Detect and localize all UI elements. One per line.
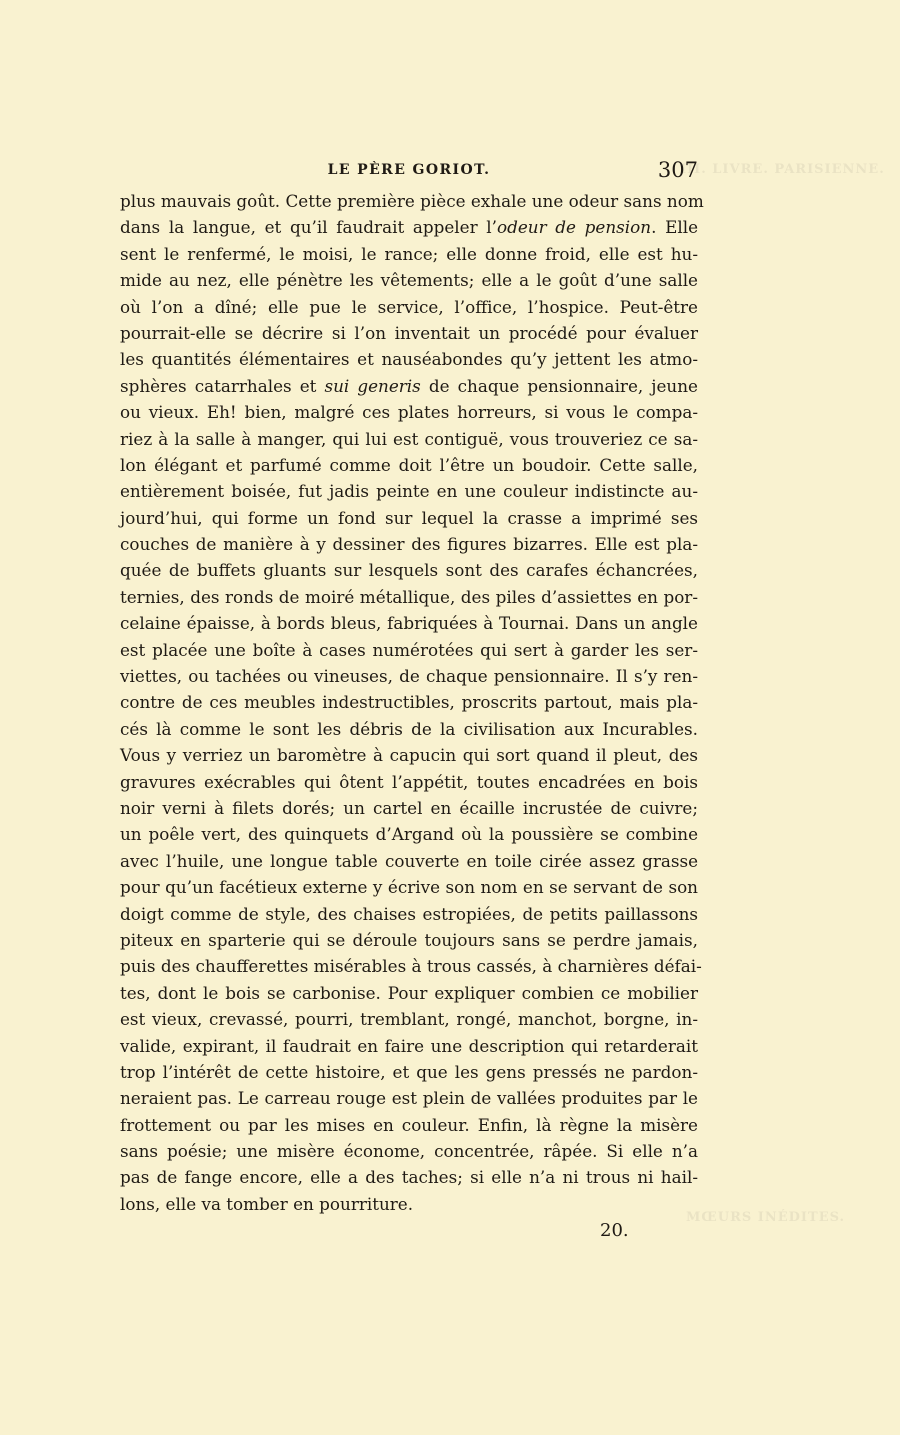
italic-phrase: sui generis: [324, 375, 421, 396]
text-line: est placée une boîte à cases numérotées qui sert à garder les ser-: [120, 639, 698, 660]
text-line: ou vieux. Eh! bien, malgré ces plates horreurs, si vous le compa-: [120, 402, 698, 423]
text-line: riez à la salle à manger, qui lui est contiguë, vous trouveriez ce sa-: [120, 428, 698, 449]
text-line: sphères catarrhales et sui generis de chaque pensionnaire, jeune: [120, 375, 698, 396]
text-line: pour qu’un facétieux externe y écrive son nom en se servant de son: [120, 877, 698, 898]
text-line: couches de manière à y dessiner des figures bizarres. Elle est pla-: [120, 534, 698, 555]
text-line: sent le renfermé, le moisi, le rance; elle donne froid, elle est hu-: [120, 243, 698, 264]
text-line: dans la langue, et qu’il faudrait appeler l’odeur de pension. Elle: [120, 217, 699, 238]
text-line: mide au nez, elle pénètre les vêtements; elle a le goût d’une salle: [120, 270, 698, 291]
text-line: valide, expirant, il faudrait en faire une description qui retarderait: [120, 1035, 698, 1056]
text-line: pourrait-elle se décrire si l’on inventait un procédé pour évaluer: [120, 322, 698, 343]
text-line: entièrement boisée, fut jadis peinte en une couleur indistincte au-: [120, 481, 698, 502]
show-through-text: MŒURS INÉDITES.: [686, 1210, 846, 1225]
text-line: trop l’intérêt de cette histoire, et que les gens pressés ne pardon-: [120, 1061, 698, 1082]
signature-mark: 20.: [600, 1220, 629, 1241]
text-line: sans poésie; une misère économe, concentrée, râpée. Si elle n’a: [120, 1141, 698, 1162]
body-text: [120, 188, 704, 1217]
text-line: cés là comme le sont les débris de la civilisation aux Incurables.: [120, 718, 698, 739]
italic-phrase: odeur de pension: [497, 217, 652, 238]
text-line: celaine épaisse, à bords bleus, fabriquées à Tournai. Dans un angle: [120, 613, 698, 634]
text-line: viettes, ou tachées ou vineuses, de chaque pensionnaire. Il s’y ren-: [120, 666, 698, 687]
text-line: lon élégant et parfumé comme doit l’être un boudoir. Cette salle,: [120, 454, 698, 475]
text-line: un poêle vert, des quinquets d’Argand où la poussière se combine: [120, 824, 698, 845]
text-line: où l’on a dîné; elle pue le service, l’office, l’hospice. Peut-être: [120, 296, 698, 317]
text-line: contre de ces meubles indestructibles, proscrits partout, mais pla-: [120, 692, 698, 713]
text-line: tes, dont le bois se carbonise. Pour expliquer combien ce mobilier: [120, 982, 698, 1003]
text-line: Vous y verriez un baromètre à capucin qui sort quand il pleut, des: [120, 745, 698, 766]
text-line: puis des chaufferettes misérables à trous cassés, à charnières défai-: [120, 956, 702, 977]
text-line: neraient pas. Le carreau rouge est plein de vallées produites par le: [120, 1088, 698, 1109]
text-line: avec l’huile, une longue table couverte en toile cirée assez grasse: [120, 850, 698, 871]
text-line: noir verni à filets dorés; un cartel en écaille incrustée de cuivre;: [120, 797, 698, 818]
text-line: ternies, des ronds de moiré métallique, des piles d’assiettes en por-: [120, 586, 698, 607]
text-line: quée de buffets gluants sur lesquels sont des carafes échancrées,: [120, 560, 698, 581]
running-title: LE PÈRE GORIOT.: [327, 162, 491, 178]
text-line: jourd’hui, qui forme un fond sur lequel la crasse a imprimé ses: [120, 507, 698, 528]
text-line: piteux en sparterie qui se déroule toujours sans se perdre jamais,: [120, 929, 698, 950]
text-line: pas de fange encore, elle a des taches; si elle n’a ni trous ni hail-: [120, 1167, 698, 1188]
text-line: les quantités élémentaires et nauséabondes qu’y jettent les atmo-: [120, 349, 698, 370]
running-header: [120, 158, 698, 186]
text-line: lons, elle va tomber en pourriture.: [120, 1193, 414, 1214]
text-line: frottement ou par les mises en couleur. Enfin, là règne la misère: [120, 1114, 698, 1135]
text-line: plus mauvais goût. Cette première pièce exhale une odeur sans nom: [120, 191, 704, 211]
show-through-text: III. LIVRE. PARISIENNE.: [680, 162, 885, 177]
page-number: 307: [657, 158, 698, 182]
text-line: doigt comme de style, des chaises estropiées, de petits paillassons: [120, 903, 698, 924]
text-line: est vieux, crevassé, pourri, tremblant, rongé, manchot, borgne, in-: [120, 1009, 698, 1030]
text-line: gravures exécrables qui ôtent l’appétit, toutes encadrées en bois: [120, 771, 698, 792]
